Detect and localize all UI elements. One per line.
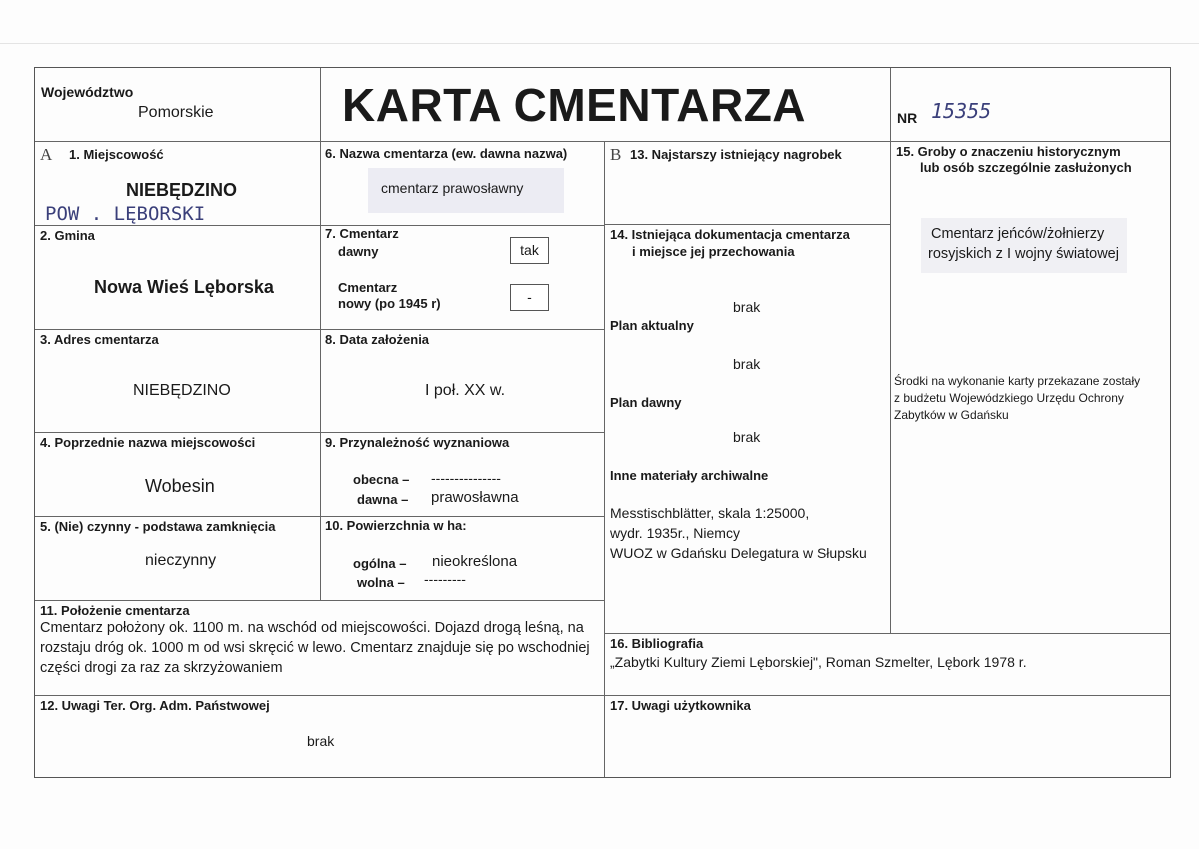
former-denomination-value: prawosławna [431,489,519,506]
cemetery-name-value: cmentarz prawosławny [381,180,524,196]
founded-date-label: 8. Data założenia [325,332,430,347]
funding-note-line: Środki na wykonanie karty przekazane zostały [894,374,1141,388]
archival-materials-label: Inne materiały archiwalne [610,468,769,483]
former-plan-label: Plan dawny [610,395,682,410]
commune-value: Nowa Wieś Lęborska [94,277,274,297]
section-b-letter: B [610,145,622,164]
cemetery-name-label: 6. Nazwa cmentarza (ew. dawna nazwa) [325,146,568,161]
bibliography-value: „Zabytki Kultury Ziemi Lęborskiej", Roman Szmelter, Lębork 1978 r. [610,654,1027,670]
divider [35,141,1170,142]
locality-value: NIEBĘDZINO [126,180,238,200]
bibliography-label: 16. Bibliografia [610,636,704,651]
user-remarks-label: 17. Uwagi użytkownika [610,698,751,713]
funding-note-line: z budżetu Wojewódzkiego Urzędu Ochrony [894,391,1124,405]
divider [604,141,605,777]
active-status-label: 5. (Nie) czynny - podstawa zamknięcia [40,519,276,534]
new-cemetery-sublabel: nowy (po 1945 r) [338,296,441,311]
documentation-value: brak [733,299,761,315]
former-cemetery-checkbox[interactable]: tak [510,237,549,264]
admin-remarks-value: brak [307,733,335,749]
location-text-line: części drogi za raz za skrzyżowaniem [40,660,283,676]
locality-handwritten-note: POW . LĘBORSKI [45,203,206,225]
divider [604,633,1170,634]
new-cemetery-label: Cmentarz [338,280,398,295]
historic-graves-label: 15. Groby o znaczeniu historycznym [896,144,1121,159]
previous-name-label: 4. Poprzednie nazwa miejscowości [40,435,256,450]
total-area-value: nieokreślona [432,553,518,570]
new-cemetery-checkbox[interactable]: - [510,284,549,311]
page-title: KARTA CMENTARZA [342,79,807,131]
previous-name-value: Wobesin [145,476,215,496]
total-area-label: ogólna – [353,556,407,571]
founded-date-value: I poł. XX w. [425,382,506,399]
divider [35,600,604,601]
voivodeship-value: Pomorskie [138,104,214,121]
archival-materials-line: Messtischblätter, skala 1:25000, [610,505,810,521]
divider [890,68,891,633]
divider [35,695,1170,696]
commune-label: 2. Gmina [40,228,95,243]
former-cemetery-label: dawny [338,244,379,259]
denomination-label: 9. Przynależność wyznaniowa [325,435,510,450]
locality-label: 1. Miejscowość [69,147,164,162]
area-label: 10. Powierzchnia w ha: [325,518,467,533]
address-label: 3. Adres cmentarza [40,332,159,347]
historic-graves-sublabel: lub osób szczególnie zasłużonych [920,160,1132,175]
free-area-label: wolna – [357,575,405,590]
former-plan-value: brak [733,429,761,445]
voivodeship-label: Województwo [41,84,134,100]
location-text-line: rozstaju dróg ok. 1000 m od wsi skręcić w lewo. Cmentarz znajduje się po wschodniej [40,640,590,656]
nr-value: 15355 [931,99,992,123]
free-area-value: --------- [424,571,466,587]
admin-remarks-label: 12. Uwagi Ter. Org. Adm. Państwowej [40,698,270,713]
documentation-sublabel: i miejsce jej przechowania [632,244,795,259]
funding-note-line: Zabytków w Gdańsku [894,408,1009,422]
archival-materials-line: WUOZ w Gdańsku Delegatura w Słupsku [610,545,867,561]
cemetery-card [34,67,1171,778]
current-plan-value: brak [733,356,761,372]
historic-graves-value: rosyjskich z I wojny światowej [928,246,1119,262]
archival-materials-line: wydr. 1935r., Niemcy [610,525,740,541]
cemetery-type-label: 7. Cmentarz [325,226,399,241]
divider [320,68,321,600]
oldest-tombstone-label: 13. Najstarszy istniejący nagrobek [630,147,842,162]
current-denomination-label: obecna – [353,472,410,487]
divider [604,224,890,225]
sheet-edge-line [0,43,1199,44]
section-a-letter: A [40,145,53,164]
historic-graves-value: Cmentarz jeńców/żołnierzy [931,226,1105,242]
active-status-value: nieczynny [145,552,217,569]
location-text-line: Cmentarz położony ok. 1100 m. na wschód od miejscowości. Dojazd drogą leśną, na [40,620,584,636]
nr-label: NR [897,110,918,126]
location-label: 11. Położenie cmentarza [40,603,190,618]
current-denomination-value: --------------- [431,470,501,486]
address-value: NIEBĘDZINO [133,382,231,399]
documentation-label: 14. Istniejąca dokumentacja cmentarza [610,227,850,242]
current-plan-label: Plan aktualny [610,318,694,333]
former-denomination-label: dawna – [357,492,409,507]
